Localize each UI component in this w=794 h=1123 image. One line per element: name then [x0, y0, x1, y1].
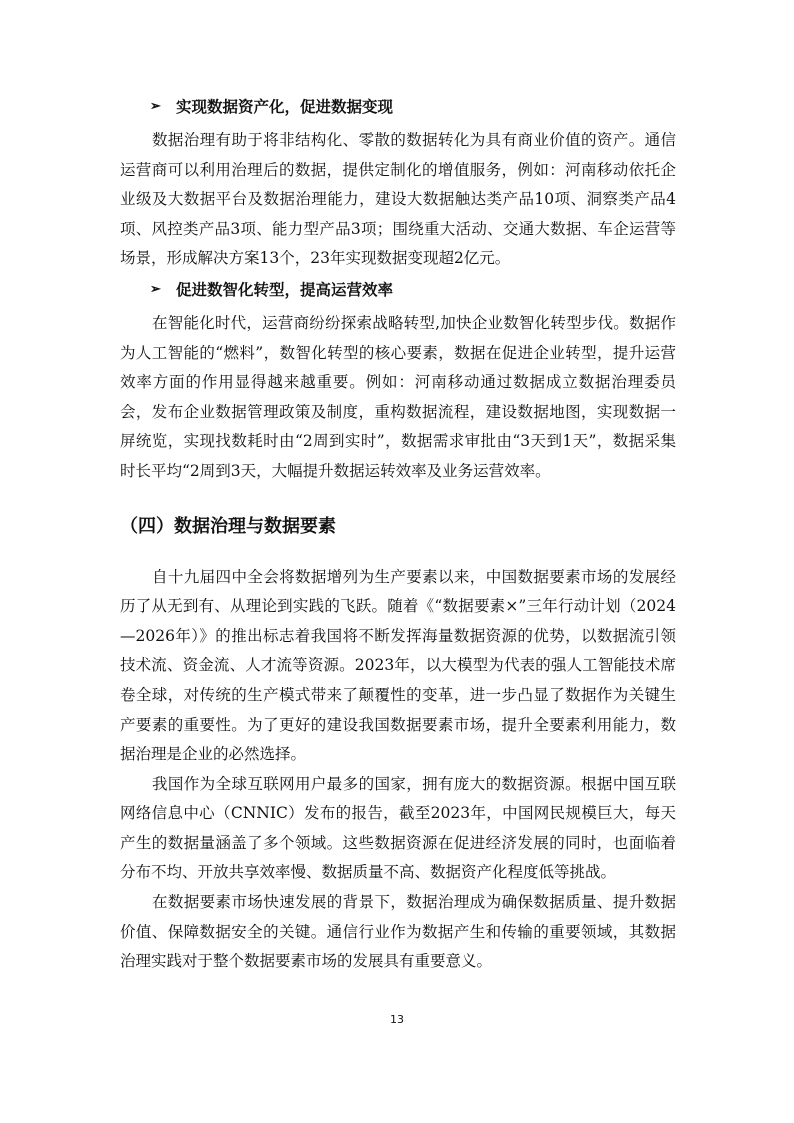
paragraph: 数据治理有助于将非结构化、零散的数据转化为具有商业价值的资产。通信运营商可以利用治理后的数据，提供定制化的增值服务，例如：河南移动依托企业级及大数据平台及数据治理能力，建设大数据触达类产品10项、洞察类产品4项、风控类产品3项、能力型产品3项；围绕重大活动、交通大数据、车企运营等场景，形成解决方案13个，23年实现数据变现超2亿元。 — [120, 131, 676, 268]
page-body — [120, 95, 676, 977]
section-heading: （四）数据治理与数据要素 — [120, 515, 336, 537]
bullet-heading — [120, 95, 676, 119]
page-number: 13 — [390, 1013, 404, 1026]
paragraph: 自十九届四中全会将数据增列为生产要素以来，中国数据要素市场的发展经历了从无到有、从理论到实践的飞跃。随着《“数据要素×”三年行动计划（2024—2026年）》的推出标志着我国将不断发挥海量数据资源的优势，以数据流引领技术流、资金流、人才流等资源。2023年，以大模型为代表的强人工智能技术席卷全球，对传统的生产模式带来了颠覆性的变革，进一步凸显了数据作为关键生产要素的重要性。为了更好的建设我国数据要素市场，提升全要素利用能力，数据治理是企业的必然选择。 — [120, 567, 676, 764]
paragraph: 在智能化时代，运营商纷纷探索战略转型,加快企业数智化转型步伐。数据作为人工智能的“燃料”，数智化转型的核心要素，数据在促进企业转型，提升运营效率方面的作用显得越来越重要。例如：河南移动通过数据成立数据治理委员会，发布企业数据管理政策及制度，重构数据流程，建设数据地图，实现数据一屏统览，实现找数耗时由“2周到实时”，数据需求审批由“3天到1天”，数据采集时长平均“2周到3天，大幅提升数据运转效率及业务运营效率。 — [120, 313, 676, 480]
arrow-bullet-icon: ➢ — [150, 99, 161, 114]
paragraph: 在数据要素市场快速发展的背景下，数据治理成为确保数据质量、提升数据价值、保障数据安全的关键。通信行业作为数据产生和传输的重要领域，其数据治理实践对于整个数据要素市场的发展具有重要意义。 — [120, 893, 676, 971]
bullet-heading-text: 实现数据资产化，促进数据变现 — [176, 97, 394, 116]
paragraph: 我国作为全球互联网用户最多的国家，拥有庞大的数据资源。根据中国互联网络信息中心（CNNIC）发布的报告，截至2023年，中国网民规模巨大，每天产生的数据量涵盖了多个领域。这些数据资源在促进经济发展的同时，也面临着分布不均、开放共享效率慢、数据质量不高、数据资产化程度低等挑战。 — [120, 774, 676, 882]
bullet-heading — [120, 278, 676, 302]
bullet-heading-text: 促进数智化转型，提高运营效率 — [176, 279, 394, 299]
arrow-bullet-icon: ➢ — [150, 281, 161, 297]
